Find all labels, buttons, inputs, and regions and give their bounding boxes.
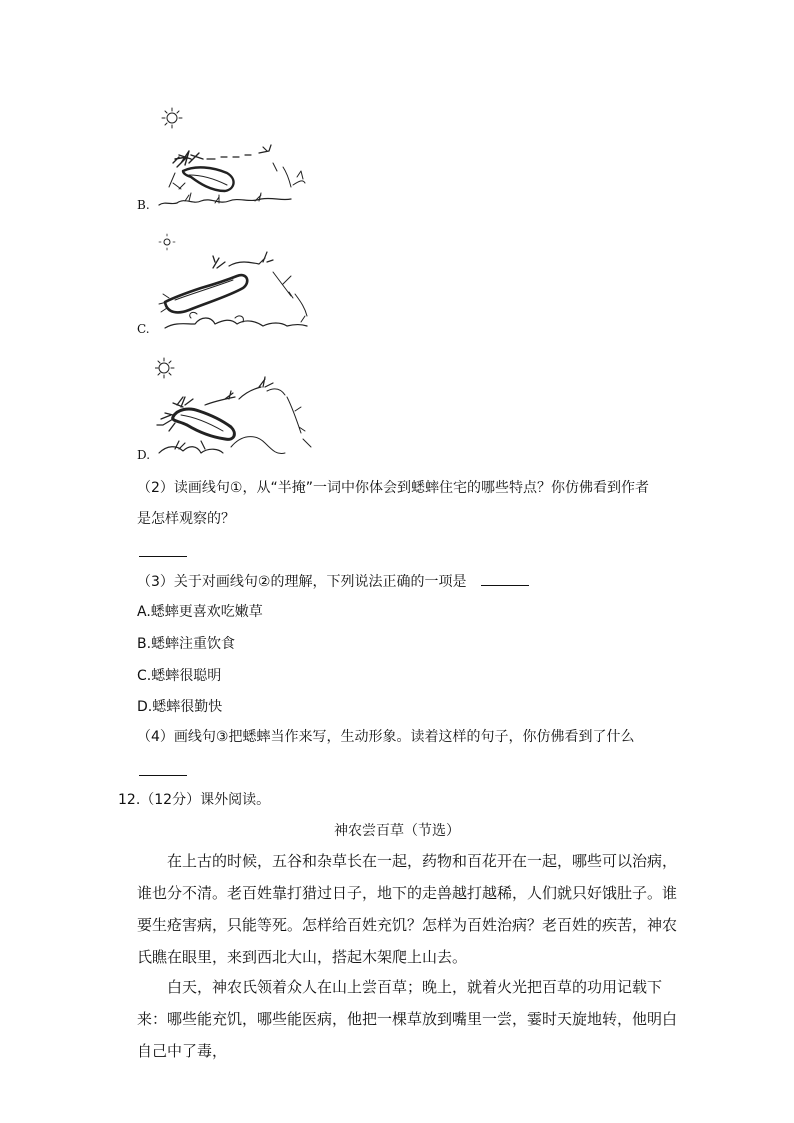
question-3-option-b: B.蟋蟀注重饮食: [137, 636, 236, 652]
option-c-cricket-burrow-image: [155, 232, 320, 332]
option-d-cricket-burrow-image: [155, 355, 320, 460]
question-3-option-d: D.蟋蟀很勤快: [137, 699, 223, 715]
question-4-stem: （4）画线句③把蟋蟀当作来写，生动形象。读着这样的句子，你仿佛看到了什么: [137, 729, 635, 745]
passage-paragraph-2: 白天，神农氏领着众人在山上尝百草；晚上，就着火光把百草的功用记载下来：哪些能充饥，哪些能医病，他把一棵草放到嘴里一尝，霎时天旋地转，他明白自己中了毒，: [137, 978, 678, 1060]
sun-icon: [162, 108, 182, 128]
question-2-answer-blank[interactable]: [139, 556, 187, 557]
option-d-letter: D.: [137, 448, 151, 462]
question-2-line-2: 是怎样观察的？: [137, 511, 235, 527]
sun-icon: [155, 358, 174, 378]
passage-paragraph-1: 在上古的时候，五谷和杂草长在一起，药物和百花开在一起，哪些可以治病，谁也分不清。老百姓靠打猎过日子，地下的走兽越打越稀，人们就只好饿肚子。谁要生疮害病，只能等死。怎样给百姓充饥？怎样为百姓治病？老百姓的疾苦，神农氏瞧在眼里，来到西北大山，搭起木架爬上山去。: [137, 852, 678, 966]
question-4-answer-blank[interactable]: [139, 775, 187, 776]
option-c-letter: C.: [137, 322, 150, 336]
question-3-answer-blank[interactable]: [481, 575, 529, 586]
question-3-stem-text: （3）关于对画线句②的理解，下列说法正确的一项是: [137, 574, 467, 590]
option-b-cricket-burrow-image: [155, 105, 315, 210]
sun-icon: [159, 234, 175, 250]
option-b-letter: B.: [137, 198, 150, 212]
question-12-heading: 12.（12分）课外阅读。: [118, 792, 271, 808]
question-3-option-c: C.蟋蟀很聪明: [137, 668, 222, 684]
question-3-option-a: A.蟋蟀更喜欢吃嫩草: [137, 604, 263, 620]
question-2-line-1: （2）读画线句①，从“半掩”一词中你体会到蟋蟀住宅的哪些特点？你仿佛看到作者: [137, 480, 649, 496]
question-3-stem: [137, 572, 529, 592]
passage-title: 神农尝百草（节选）: [334, 823, 460, 839]
